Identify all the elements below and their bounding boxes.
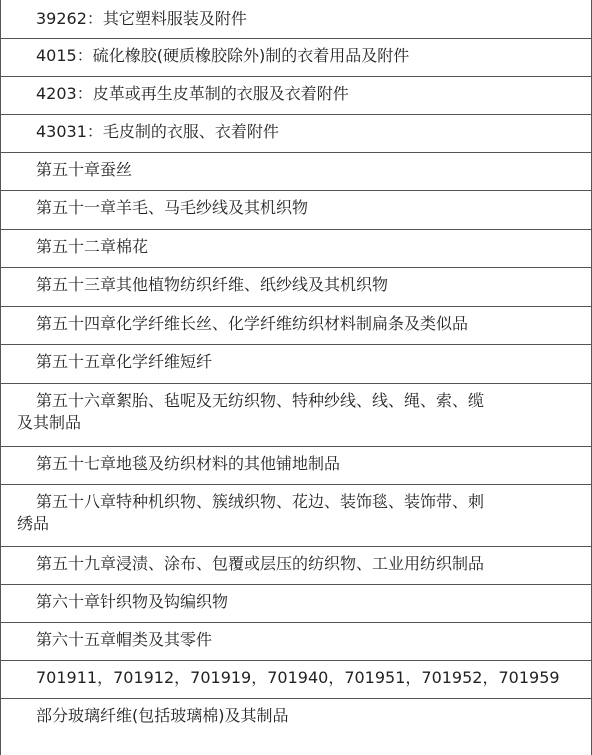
table-row: 4015：硫化橡胶(硬质橡胶除外)制的衣着用品及附件 xyxy=(1,39,591,77)
table-row: 第五十二章棉花 xyxy=(1,230,591,268)
table-row: 第五十四章化学纤维长丝、化学纤维纺织材料制扁条及类似品 xyxy=(1,307,591,345)
table-row: 43031：毛皮制的衣服、衣着附件 xyxy=(1,115,591,153)
table-row: 4203：皮革或再生皮革制的衣服及衣着附件 xyxy=(1,77,591,115)
table-row: 39262：其它塑料服装及附件 xyxy=(1,0,591,39)
table-row: 第五十三章其他植物纺织纤维、纸纱线及其机织物 xyxy=(1,268,591,307)
table-row: 第六十五章帽类及其零件 xyxy=(1,623,591,661)
table-row: 第五十九章浸渍、涂布、包覆或层压的纺织物、工业用纺织制品 xyxy=(1,547,591,585)
table-row: 第五十七章地毯及纺织材料的其他铺地制品 xyxy=(1,447,591,485)
table-row: 第五十八章特种机织物、簇绒织物、花边、装饰毯、装饰带、刺 绣品 xyxy=(1,485,591,547)
table-row: 第六十章针织物及钩编织物 xyxy=(1,585,591,623)
table-row: 第五十章蚕丝 xyxy=(1,153,591,191)
table-row: 701911，701912，701919，701940，701951，701952，701959 xyxy=(1,661,591,699)
table-row: 部分玻璃纤维(包括玻璃棉)及其制品 xyxy=(36,706,289,725)
table-row: 第五十一章羊毛、马毛纱线及其机织物 xyxy=(1,191,591,230)
table-row: 第五十六章絮胎、毡呢及无纺织物、特种纱线、线、绳、索、缆 及其制品 xyxy=(1,384,591,447)
table-row: 第五十五章化学纤维短纤 xyxy=(1,345,591,384)
